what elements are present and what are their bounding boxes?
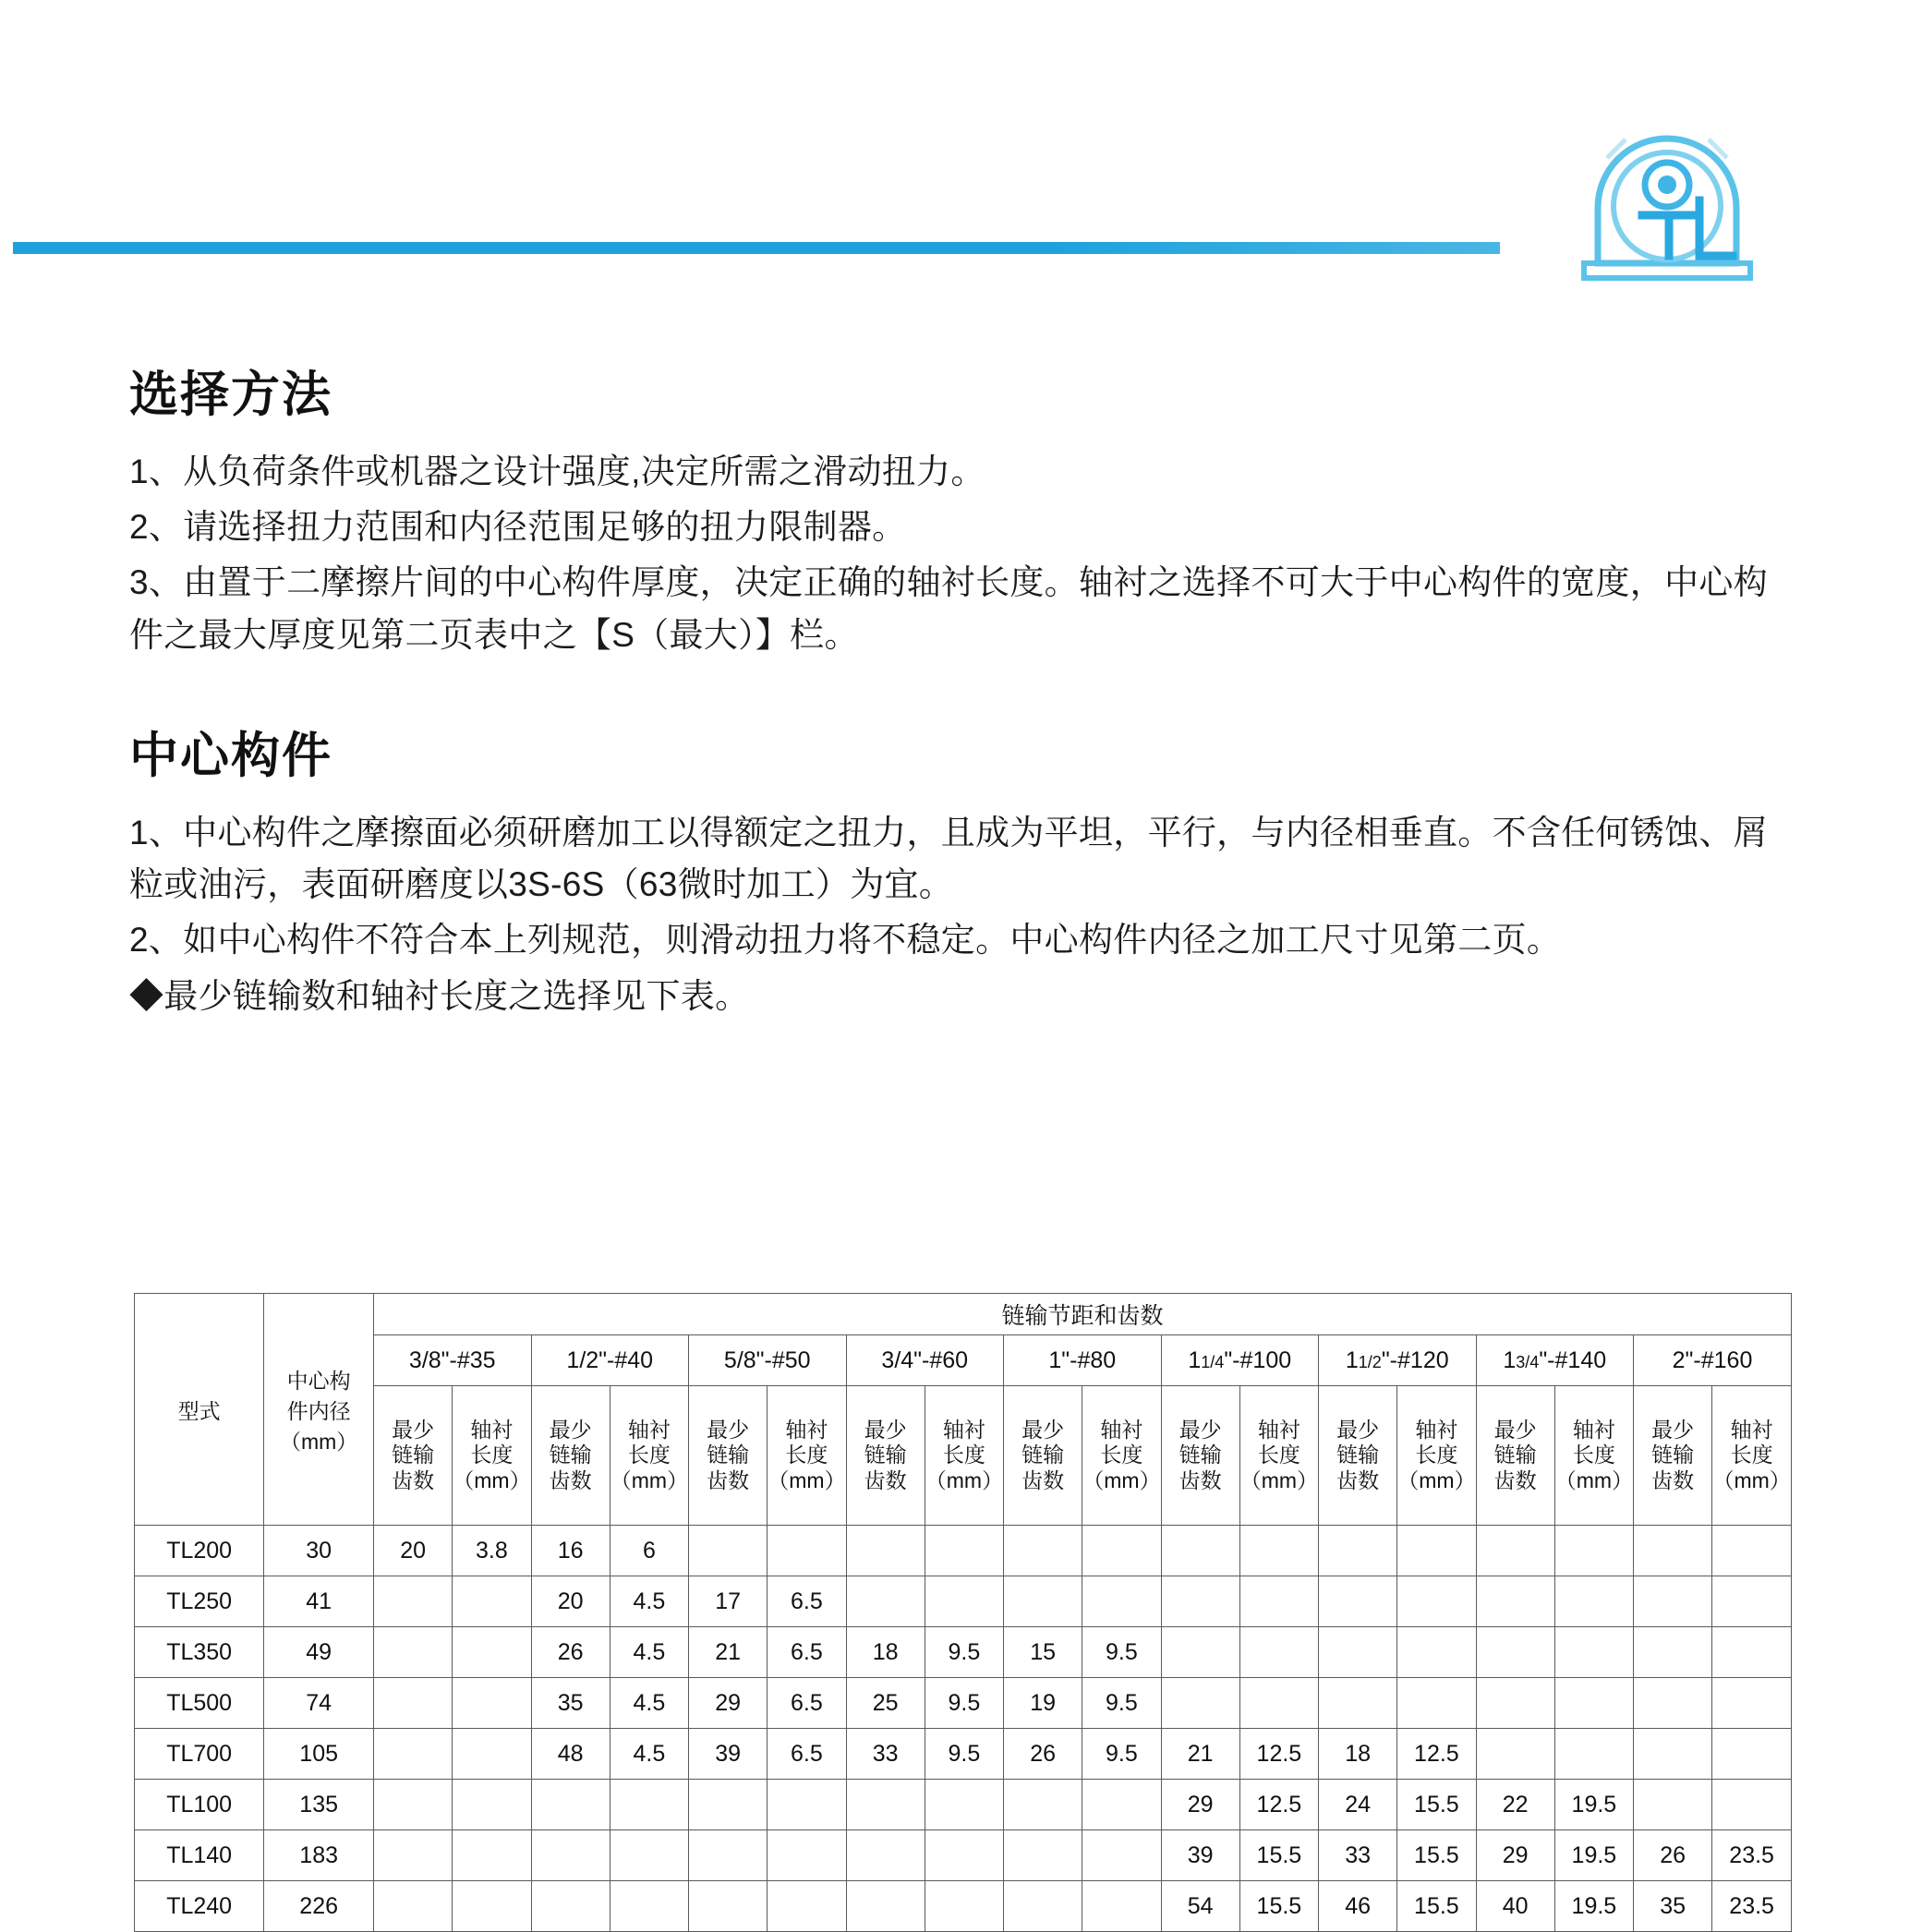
header-min-teeth-7 — [1476, 1386, 1554, 1526]
cell-value — [1239, 1627, 1318, 1678]
cell-value: 29 — [1476, 1830, 1554, 1881]
header-pitch-6 — [1319, 1335, 1477, 1386]
cell-value: 23.5 — [1712, 1830, 1792, 1881]
header-bush-length-0-line1: 轴衬 — [470, 1418, 514, 1443]
header-min-teeth-1-line3: 齿数 — [549, 1467, 592, 1492]
header-pitch-6-frac: 1/2 — [1358, 1352, 1382, 1371]
cell-value: 19.5 — [1554, 1881, 1633, 1932]
header-min-teeth-6-line3: 齿数 — [1336, 1467, 1380, 1492]
cell-value — [1319, 1576, 1397, 1627]
cell-value: 4.5 — [610, 1678, 688, 1729]
header-pitch-7-post: "-#140 — [1539, 1346, 1607, 1373]
cell-value — [1004, 1526, 1082, 1576]
cell-value — [1554, 1729, 1633, 1780]
header-pitch-5-pre: 1 — [1188, 1346, 1202, 1373]
cell-value — [1476, 1729, 1554, 1780]
cell-value — [1082, 1576, 1161, 1627]
spec-table-wrapper — [134, 1293, 1796, 1932]
cell-value: 15 — [1004, 1627, 1082, 1678]
cell-value: 15.5 — [1239, 1830, 1318, 1881]
cell-value — [846, 1780, 925, 1830]
cell-value: 26 — [1634, 1830, 1712, 1881]
header-min-teeth-2-line3: 齿数 — [707, 1467, 750, 1492]
cell-value — [1082, 1780, 1161, 1830]
cell-value: 54 — [1161, 1881, 1239, 1932]
header-pitch-7-frac: 3/4 — [1516, 1352, 1540, 1371]
header-bore-line3: （mm） — [279, 1429, 358, 1454]
header-bush-length-0 — [453, 1386, 531, 1526]
cell-value: 4.5 — [610, 1729, 688, 1780]
cell-value — [1004, 1780, 1082, 1830]
cell-value — [846, 1576, 925, 1627]
cell-value — [453, 1678, 531, 1729]
header-min-teeth-5-line2: 链输 — [1179, 1443, 1222, 1467]
header-bush-length-2 — [768, 1386, 846, 1526]
center-member-note-1: 1、中心构件之摩擦面必须研磨加工以得额定之扭力，且成为平坦，平行，与内径相垂直。不含任何锈蚀、屑粒或油污，表面研磨度以3S-6S（63微时加工）为宜。 — [129, 813, 1768, 904]
header-bush-length-1-line1: 轴衬 — [627, 1418, 671, 1443]
header-min-teeth-4 — [1004, 1386, 1082, 1526]
header-bush-length-5 — [1239, 1386, 1318, 1526]
cell-bore: 135 — [264, 1780, 374, 1830]
header-bore-line2: 件内径 — [286, 1398, 351, 1423]
table-row — [135, 1729, 1792, 1780]
cell-value — [453, 1576, 531, 1627]
cell-value — [846, 1830, 925, 1881]
header-min-teeth-3-line1: 最少 — [864, 1418, 907, 1443]
header-bush-length-4-line2: 长度 — [1100, 1443, 1143, 1467]
cell-value — [1476, 1526, 1554, 1576]
cell-value — [1397, 1678, 1476, 1729]
header-min-teeth-8-line3: 齿数 — [1651, 1467, 1695, 1492]
cell-value: 19.5 — [1554, 1780, 1633, 1830]
sprocket-spec-table — [134, 1293, 1792, 1932]
cell-type: TL100 — [135, 1780, 264, 1830]
cell-value — [1634, 1729, 1712, 1780]
header-pitch-group: 链输节距和齿数 — [374, 1294, 1792, 1335]
cell-value: 15.5 — [1239, 1881, 1318, 1932]
selection-step-2: 2、请选择扭力范围和内径范围足够的扭力限制器。 — [129, 508, 907, 547]
cell-value — [610, 1780, 688, 1830]
header-pitch-1: 1/2"-#40 — [531, 1335, 689, 1386]
cell-type: TL250 — [135, 1576, 264, 1627]
header-min-teeth-8 — [1634, 1386, 1712, 1526]
tl-logo — [1561, 97, 1773, 282]
header-bush-length-6 — [1397, 1386, 1476, 1526]
cell-bore: 226 — [264, 1881, 374, 1932]
cell-value — [1161, 1678, 1239, 1729]
header-min-teeth-6-line2: 链输 — [1336, 1443, 1380, 1467]
cell-value — [531, 1780, 610, 1830]
cell-value — [1634, 1780, 1712, 1830]
cell-value — [925, 1576, 1003, 1627]
cell-value: 19.5 — [1554, 1830, 1633, 1881]
cell-type: TL500 — [135, 1678, 264, 1729]
header-bush-length-1 — [610, 1386, 688, 1526]
header-min-teeth-8-line1: 最少 — [1651, 1418, 1695, 1443]
cell-value: 26 — [1004, 1729, 1082, 1780]
cell-value — [610, 1830, 688, 1881]
center-member-note-2: 2、如中心构件不符合本上列规范，则滑动扭力将不稳定。中心构件内径之加工尺寸见第二页。 — [129, 921, 1562, 960]
cell-value — [610, 1881, 688, 1932]
table-row — [135, 1627, 1792, 1678]
header-bush-length-5-line3: （mm） — [1239, 1467, 1319, 1492]
header-min-teeth-3-line2: 链输 — [864, 1443, 907, 1467]
cell-value: 9.5 — [925, 1729, 1003, 1780]
header-bush-length-3 — [925, 1386, 1003, 1526]
cell-value — [453, 1729, 531, 1780]
cell-value: 39 — [689, 1729, 768, 1780]
header-min-teeth-0-line1: 最少 — [392, 1418, 435, 1443]
header-pitch-6-pre: 1 — [1345, 1346, 1359, 1373]
cell-value: 33 — [1319, 1830, 1397, 1881]
cell-value — [689, 1830, 768, 1881]
header-bush-length-2-line2: 长度 — [785, 1443, 828, 1467]
header-min-teeth-1-line2: 链输 — [549, 1443, 592, 1467]
section-title-center-member: 中心构件 — [129, 728, 332, 783]
header-bush-length-1-line3: （mm） — [610, 1467, 689, 1492]
cell-value — [1082, 1526, 1161, 1576]
header-min-teeth-4-line1: 最少 — [1021, 1418, 1065, 1443]
header-min-teeth-5-line1: 最少 — [1179, 1418, 1222, 1443]
cell-type: TL240 — [135, 1881, 264, 1932]
cell-value — [1554, 1526, 1633, 1576]
cell-value — [768, 1830, 846, 1881]
header-pitch-7 — [1476, 1335, 1634, 1386]
header-bush-length-7 — [1554, 1386, 1633, 1526]
cell-value: 15.5 — [1397, 1881, 1476, 1932]
cell-value — [1554, 1678, 1633, 1729]
header-bush-length-5-line1: 轴衬 — [1257, 1418, 1300, 1443]
cell-value — [689, 1780, 768, 1830]
cell-value — [374, 1678, 453, 1729]
cell-value: 4.5 — [610, 1576, 688, 1627]
header-min-teeth-0-line2: 链输 — [392, 1443, 435, 1467]
cell-value — [1634, 1576, 1712, 1627]
cell-value — [1319, 1627, 1397, 1678]
cell-type: TL700 — [135, 1729, 264, 1780]
header-bush-length-2-line1: 轴衬 — [785, 1418, 828, 1443]
table-row — [135, 1780, 1792, 1830]
header-bush-length-1-line2: 长度 — [627, 1443, 671, 1467]
header-bush-length-4 — [1082, 1386, 1161, 1526]
cell-value: 17 — [689, 1576, 768, 1627]
header-bore — [264, 1294, 374, 1526]
header-bush-length-7-line2: 长度 — [1572, 1443, 1615, 1467]
cell-type: TL200 — [135, 1526, 264, 1576]
cell-value: 19 — [1004, 1678, 1082, 1729]
cell-value: 35 — [531, 1678, 610, 1729]
cell-value — [1161, 1576, 1239, 1627]
header-pitch-5 — [1161, 1335, 1319, 1386]
cell-value — [374, 1627, 453, 1678]
header-pitch-5-post: "-#100 — [1224, 1346, 1292, 1373]
cell-value: 18 — [846, 1627, 925, 1678]
cell-value: 22 — [1476, 1780, 1554, 1830]
cell-value — [1712, 1627, 1792, 1678]
cell-value — [374, 1830, 453, 1881]
cell-value: 12.5 — [1239, 1780, 1318, 1830]
header-min-teeth-1 — [531, 1386, 610, 1526]
cell-value — [1476, 1627, 1554, 1678]
header-min-teeth-3-line3: 齿数 — [864, 1467, 907, 1492]
table-row — [135, 1881, 1792, 1932]
header-min-teeth-6-line1: 最少 — [1336, 1418, 1380, 1443]
header-pitch-7-pre: 1 — [1503, 1346, 1517, 1373]
cell-value: 15.5 — [1397, 1780, 1476, 1830]
cell-value — [689, 1526, 768, 1576]
cell-bore: 41 — [264, 1576, 374, 1627]
cell-value — [531, 1881, 610, 1932]
cell-value: 21 — [1161, 1729, 1239, 1780]
cell-value: 9.5 — [925, 1627, 1003, 1678]
cell-value: 3.8 — [453, 1526, 531, 1576]
cell-value — [925, 1830, 1003, 1881]
cell-value: 4.5 — [610, 1627, 688, 1678]
cell-value: 33 — [846, 1729, 925, 1780]
selection-step-1: 1、从负荷条件或机器之设计强度,决定所需之滑动扭力。 — [129, 453, 985, 490]
header-bush-length-3-line2: 长度 — [942, 1443, 985, 1467]
cell-value: 29 — [689, 1678, 768, 1729]
cell-value — [1554, 1627, 1633, 1678]
cell-value — [1239, 1526, 1318, 1576]
cell-value — [1161, 1526, 1239, 1576]
page-header — [0, 0, 1910, 268]
cell-value — [453, 1881, 531, 1932]
header-bush-length-8-line3: （mm） — [1712, 1467, 1791, 1492]
table-row — [135, 1678, 1792, 1729]
cell-value — [1004, 1881, 1082, 1932]
cell-value: 35 — [1634, 1881, 1712, 1932]
cell-value — [1712, 1678, 1792, 1729]
cell-value — [374, 1881, 453, 1932]
header-rule — [13, 242, 1500, 254]
cell-value — [453, 1780, 531, 1830]
cell-value: 9.5 — [925, 1678, 1003, 1729]
cell-value: 9.5 — [1082, 1678, 1161, 1729]
header-min-teeth-0 — [374, 1386, 453, 1526]
header-bush-length-8-line2: 长度 — [1730, 1443, 1773, 1467]
cell-value: 6.5 — [768, 1678, 846, 1729]
cell-bore: 183 — [264, 1830, 374, 1881]
header-bush-length-3-line3: （mm） — [925, 1467, 1004, 1492]
cell-value — [768, 1780, 846, 1830]
cell-value — [925, 1881, 1003, 1932]
header-bush-length-6-line3: （mm） — [1397, 1467, 1476, 1492]
cell-value — [1554, 1576, 1633, 1627]
cell-value — [1712, 1780, 1792, 1830]
cell-value — [689, 1881, 768, 1932]
header-min-teeth-0-line3: 齿数 — [392, 1467, 435, 1492]
cell-value — [1397, 1526, 1476, 1576]
header-bush-length-5-line2: 长度 — [1257, 1443, 1300, 1467]
cell-bore: 49 — [264, 1627, 374, 1678]
cell-value: 18 — [1319, 1729, 1397, 1780]
cell-value — [1712, 1576, 1792, 1627]
cell-value: 6.5 — [768, 1627, 846, 1678]
cell-value — [1319, 1526, 1397, 1576]
cell-value: 9.5 — [1082, 1729, 1161, 1780]
cell-value: 21 — [689, 1627, 768, 1678]
cell-value: 23.5 — [1712, 1881, 1792, 1932]
cell-value — [374, 1729, 453, 1780]
cell-value — [1397, 1576, 1476, 1627]
cell-value — [453, 1627, 531, 1678]
cell-value — [374, 1780, 453, 1830]
document-body — [129, 356, 1792, 1026]
cell-value: 6.5 — [768, 1729, 846, 1780]
cell-value: 40 — [1476, 1881, 1554, 1932]
cell-value: 16 — [531, 1526, 610, 1576]
cell-value — [1712, 1526, 1792, 1576]
cell-value: 25 — [846, 1678, 925, 1729]
cell-value: 9.5 — [1082, 1627, 1161, 1678]
section-title-selection: 选择方法 — [129, 368, 332, 422]
header-bush-length-7-line3: （mm） — [1554, 1467, 1634, 1492]
cell-value — [768, 1526, 846, 1576]
header-min-teeth-2 — [689, 1386, 768, 1526]
cell-type: TL350 — [135, 1627, 264, 1678]
cell-value — [846, 1881, 925, 1932]
cell-value — [374, 1576, 453, 1627]
table-row — [135, 1576, 1792, 1627]
header-min-teeth-8-line2: 链输 — [1651, 1443, 1695, 1467]
cell-value — [1712, 1729, 1792, 1780]
header-min-teeth-1-line1: 最少 — [549, 1418, 592, 1443]
cell-value — [1476, 1678, 1554, 1729]
cell-value — [1634, 1678, 1712, 1729]
cell-value: 6.5 — [768, 1576, 846, 1627]
header-pitch-8: 2"-#160 — [1634, 1335, 1792, 1386]
header-pitch-4: 1"-#80 — [1004, 1335, 1162, 1386]
header-min-teeth-2-line1: 最少 — [707, 1418, 750, 1443]
cell-value — [453, 1830, 531, 1881]
cell-value — [846, 1526, 925, 1576]
header-bush-length-2-line3: （mm） — [768, 1467, 846, 1492]
cell-value: 26 — [531, 1627, 610, 1678]
cell-value — [1239, 1576, 1318, 1627]
header-bush-length-8-line1: 轴衬 — [1730, 1418, 1773, 1443]
header-bush-length-6-line1: 轴衬 — [1415, 1418, 1458, 1443]
table-row — [135, 1830, 1792, 1881]
header-pitch-3: 3/4"-#60 — [846, 1335, 1004, 1386]
cell-value — [1161, 1627, 1239, 1678]
cell-type: TL140 — [135, 1830, 264, 1881]
cell-bore: 30 — [264, 1526, 374, 1576]
cell-value — [925, 1526, 1003, 1576]
cell-value: 48 — [531, 1729, 610, 1780]
cell-value: 39 — [1161, 1830, 1239, 1881]
cell-value: 15.5 — [1397, 1830, 1476, 1881]
header-bush-length-6-line2: 长度 — [1415, 1443, 1458, 1467]
header-pitch-2: 5/8"-#50 — [689, 1335, 847, 1386]
cell-value: 24 — [1319, 1780, 1397, 1830]
header-min-teeth-4-line3: 齿数 — [1021, 1467, 1065, 1492]
cell-value — [1004, 1830, 1082, 1881]
header-pitch-0: 3/8"-#35 — [374, 1335, 532, 1386]
table-row — [135, 1526, 1792, 1576]
header-bush-length-4-line3: （mm） — [1082, 1467, 1161, 1492]
header-bush-length-4-line1: 轴衬 — [1100, 1418, 1143, 1443]
header-bush-length-0-line3: （mm） — [453, 1467, 531, 1492]
cell-value — [531, 1830, 610, 1881]
header-type: 型式 — [135, 1294, 264, 1526]
cell-value: 20 — [531, 1576, 610, 1627]
header-min-teeth-7-line3: 齿数 — [1493, 1467, 1537, 1492]
cell-value — [925, 1780, 1003, 1830]
header-bush-length-7-line1: 轴衬 — [1572, 1418, 1615, 1443]
header-bush-length-8 — [1712, 1386, 1792, 1526]
cell-value: 12.5 — [1397, 1729, 1476, 1780]
selection-step-3: 3、由置于二摩擦片间的中心构件厚度，决定正确的轴衬长度。轴衬之选择不可大于中心构件的宽度，中心构件之最大厚度见第二页表中之【S（最大）】栏。 — [129, 563, 1768, 654]
header-min-teeth-7-line2: 链输 — [1493, 1443, 1537, 1467]
cell-value — [768, 1881, 846, 1932]
cell-value — [1634, 1627, 1712, 1678]
header-bore-line1: 中心构 — [286, 1368, 351, 1393]
cell-bore: 74 — [264, 1678, 374, 1729]
header-min-teeth-7-line1: 最少 — [1493, 1418, 1537, 1443]
header-pitch-5-frac: 1/4 — [1201, 1352, 1225, 1371]
cell-bore: 105 — [264, 1729, 374, 1780]
header-min-teeth-3 — [846, 1386, 925, 1526]
header-min-teeth-5 — [1161, 1386, 1239, 1526]
cell-value — [1082, 1881, 1161, 1932]
center-member-note-3: ◆最少链输数和轴衬长度之选择见下表。 — [129, 976, 750, 1015]
cell-value — [1397, 1627, 1476, 1678]
cell-value — [1319, 1678, 1397, 1729]
header-min-teeth-4-line2: 链输 — [1021, 1443, 1065, 1467]
header-min-teeth-6 — [1319, 1386, 1397, 1526]
cell-value: 12.5 — [1239, 1729, 1318, 1780]
cell-value — [1004, 1576, 1082, 1627]
header-bush-length-3-line1: 轴衬 — [942, 1418, 985, 1443]
cell-value: 46 — [1319, 1881, 1397, 1932]
cell-value — [1082, 1830, 1161, 1881]
cell-value: 29 — [1161, 1780, 1239, 1830]
cell-value: 20 — [374, 1526, 453, 1576]
cell-value — [1239, 1678, 1318, 1729]
header-min-teeth-2-line2: 链输 — [707, 1443, 750, 1467]
header-bush-length-0-line2: 长度 — [470, 1443, 514, 1467]
header-min-teeth-5-line3: 齿数 — [1179, 1467, 1222, 1492]
cell-value — [1634, 1526, 1712, 1576]
cell-value — [1476, 1576, 1554, 1627]
cell-value: 6 — [610, 1526, 688, 1576]
header-pitch-6-post: "-#120 — [1381, 1346, 1449, 1373]
